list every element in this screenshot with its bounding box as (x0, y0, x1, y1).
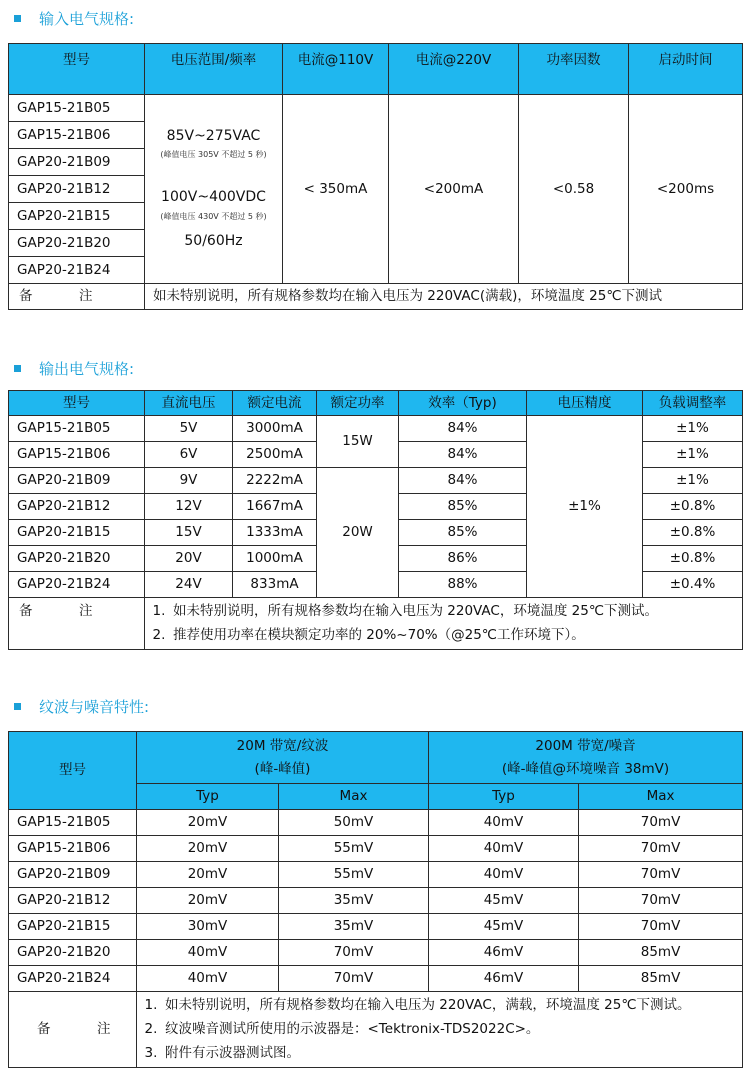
model-cell: GAP20-21B09 (9, 468, 145, 494)
subheader-cell: Typ (137, 784, 279, 810)
model-cell: GAP20-21B09 (9, 862, 137, 888)
model-cell: GAP20-21B12 (9, 494, 145, 520)
noise-max-cell: 70mV (579, 836, 743, 862)
output-spec-table (8, 390, 743, 650)
voltage-cell: 6V (145, 442, 233, 468)
remark-label-2: 注 (79, 603, 93, 619)
voltage-cell: 24V (145, 572, 233, 598)
startup-time-cell: <200ms (629, 95, 743, 284)
noise-typ-cell: 45mV (429, 888, 579, 914)
header-cell: 额定电流 (233, 391, 317, 416)
remark-row (9, 284, 743, 310)
noise-typ-cell: 46mV (429, 966, 579, 992)
note-number: 3. (144, 1045, 158, 1062)
note-text: 如未特别说明，所有规格参数均在输入电压为 220VAC，环境温度 25℃下测试。 (173, 603, 658, 620)
header-cell: 电压范围/频率 (145, 44, 283, 95)
remark-row (9, 598, 743, 650)
output-header-row (9, 391, 743, 416)
header-cell: 额定功率 (317, 391, 399, 416)
efficiency-cell: 88% (399, 572, 527, 598)
bullet-square-icon (14, 365, 21, 372)
group2-line2: (峰-峰值@环境噪音 38mV) (501, 760, 670, 777)
model-cell: GAP20-21B15 (9, 520, 145, 546)
current-cell: 1000mA (233, 546, 317, 572)
regulation-cell: ±1% (643, 468, 743, 494)
subheader-cell: Typ (429, 784, 579, 810)
voltage-ac: 85V~275VAC (166, 127, 261, 144)
current-110-cell: < 350mA (283, 95, 389, 284)
model-cell: GAP15-21B06 (9, 442, 145, 468)
table-row (9, 416, 743, 442)
subheader-cell: Max (579, 784, 743, 810)
header-cell: 负载调整率 (643, 391, 743, 416)
table-row (9, 888, 743, 914)
header-cell: 启动时间 (629, 44, 743, 95)
output-title-text: 输出电气规格: (39, 359, 135, 378)
note-line (145, 600, 742, 624)
current-220-cell: <200mA (389, 95, 519, 284)
ripple-typ-cell: 20mV (137, 888, 279, 914)
peak-dc-note: (峰值电压 430V 不超过 5 秒) (160, 211, 267, 221)
noise-typ-cell: 45mV (429, 914, 579, 940)
header-cell: 电压精度 (527, 391, 643, 416)
voltage-range-cell (145, 95, 283, 284)
ripple-typ-cell: 40mV (137, 966, 279, 992)
ripple-max-cell: 55mV (279, 836, 429, 862)
bullet-square-icon (14, 15, 21, 22)
noise-typ-cell: 46mV (429, 940, 579, 966)
ripple-typ-cell: 30mV (137, 914, 279, 940)
ripple-max-cell: 50mV (279, 810, 429, 836)
note-text: 附件有示波器测试图。 (165, 1045, 300, 1062)
voltage-cell: 5V (145, 416, 233, 442)
header-cell: 型号 (9, 44, 145, 95)
noise-max-cell: 85mV (579, 966, 743, 992)
regulation-cell: ±1% (643, 442, 743, 468)
table-row (9, 95, 743, 122)
noise-typ-cell: 40mV (429, 836, 579, 862)
power-cell: 15W (317, 416, 399, 468)
ripple-group-header (137, 732, 429, 784)
efficiency-cell: 84% (399, 468, 527, 494)
ripple-header-row (9, 732, 743, 784)
noise-max-cell: 70mV (579, 888, 743, 914)
remark-label-2: 注 (97, 1021, 111, 1038)
note-number: 1. (144, 997, 158, 1014)
regulation-cell: ±0.4% (643, 572, 743, 598)
regulation-cell: ±0.8% (643, 546, 743, 572)
header-cell: 电流@220V (389, 44, 519, 95)
ripple-max-cell: 35mV (279, 888, 429, 914)
remark-label-cell (9, 992, 137, 1068)
remark-label-cell (9, 284, 145, 310)
noise-max-cell: 70mV (579, 810, 743, 836)
efficiency-cell: 84% (399, 416, 527, 442)
input-spec-table (8, 43, 743, 310)
ripple-spec-table (8, 731, 743, 1068)
noise-typ-cell: 40mV (429, 810, 579, 836)
header-cell: 直流电压 (145, 391, 233, 416)
note-line (137, 1018, 742, 1042)
ripple-max-cell: 70mV (279, 966, 429, 992)
noise-max-cell: 70mV (579, 914, 743, 940)
ripple-typ-cell: 20mV (137, 862, 279, 888)
voltage-cell: 20V (145, 546, 233, 572)
noise-typ-cell: 40mV (429, 862, 579, 888)
note-number: 2. (152, 627, 166, 644)
model-cell: GAP20-21B15 (9, 914, 137, 940)
table-row (9, 862, 743, 888)
regulation-cell: ±0.8% (643, 494, 743, 520)
table-row (9, 810, 743, 836)
table-row (9, 940, 743, 966)
note-line (137, 994, 742, 1018)
model-cell: GAP20-21B24 (9, 966, 137, 992)
input-header-row (9, 44, 743, 95)
voltage-cell: 12V (145, 494, 233, 520)
subheader-cell: Max (279, 784, 429, 810)
current-cell: 833mA (233, 572, 317, 598)
remark-row (9, 992, 743, 1068)
voltage-cell: 15V (145, 520, 233, 546)
frequency: 50/60Hz (184, 233, 243, 250)
remark-notes (137, 992, 743, 1068)
group1-line2: (峰-峰值) (254, 760, 311, 777)
group2-line1: 200M 带宽/噪音 (535, 738, 636, 755)
ripple-section-title (14, 696, 149, 716)
note-text: 如未特别说明，所有规格参数均在输入电压为 220VAC，满载，环境温度 25℃下测试。 (165, 997, 691, 1014)
ripple-max-cell: 35mV (279, 914, 429, 940)
remark-label-1: 备 (19, 288, 33, 305)
efficiency-cell: 85% (399, 494, 527, 520)
note-text: 纹波噪音测试所使用的示波器是：<Tektronix-TDS2022C>。 (165, 1021, 540, 1038)
model-cell: GAP20-21B24 (9, 257, 145, 284)
current-cell: 2222mA (233, 468, 317, 494)
ripple-title-text: 纹波与噪音特性: (39, 697, 150, 716)
output-section-title (14, 358, 134, 378)
model-cell: GAP20-21B09 (9, 149, 145, 176)
efficiency-cell: 84% (399, 442, 527, 468)
ripple-typ-cell: 20mV (137, 810, 279, 836)
ripple-max-cell: 70mV (279, 940, 429, 966)
ripple-typ-cell: 20mV (137, 836, 279, 862)
model-cell: GAP20-21B12 (9, 888, 137, 914)
model-cell: GAP20-21B20 (9, 230, 145, 257)
header-cell: 型号 (9, 732, 137, 810)
remark-text: 如未特别说明，所有规格参数均在输入电压为 220VAC(满载)，环境温度 25℃下测试 (145, 284, 743, 310)
model-cell: GAP15-21B05 (9, 810, 137, 836)
model-cell: GAP20-21B24 (9, 572, 145, 598)
remark-label-cell (9, 598, 145, 650)
ripple-max-cell: 55mV (279, 862, 429, 888)
regulation-cell: ±1% (643, 416, 743, 442)
current-cell: 3000mA (233, 416, 317, 442)
model-cell: GAP20-21B20 (9, 940, 137, 966)
table-row (9, 966, 743, 992)
regulation-cell: ±0.8% (643, 520, 743, 546)
note-number: 1. (152, 603, 166, 620)
peak-ac-note: (峰值电压 305V 不超过 5 秒) (160, 149, 267, 159)
model-cell: GAP15-21B05 (9, 416, 145, 442)
note-number: 2. (144, 1021, 158, 1038)
model-cell: GAP15-21B05 (9, 95, 145, 122)
current-cell: 1333mA (233, 520, 317, 546)
power-cell: 20W (317, 468, 399, 598)
table-row (9, 914, 743, 940)
model-cell: GAP20-21B15 (9, 203, 145, 230)
header-cell: 电流@110V (283, 44, 389, 95)
voltage-cell: 9V (145, 468, 233, 494)
input-title-text: 输入电气规格: (39, 9, 135, 28)
remark-label-2: 注 (79, 288, 93, 305)
ripple-typ-cell: 40mV (137, 940, 279, 966)
remark-label-1: 备 (37, 1021, 51, 1038)
noise-max-cell: 70mV (579, 862, 743, 888)
bullet-square-icon (14, 703, 21, 710)
model-cell: GAP15-21B06 (9, 122, 145, 149)
current-cell: 1667mA (233, 494, 317, 520)
model-cell: GAP20-21B20 (9, 546, 145, 572)
power-factor-cell: <0.58 (519, 95, 629, 284)
header-cell: 效率（Typ) (399, 391, 527, 416)
current-cell: 2500mA (233, 442, 317, 468)
note-line (145, 624, 742, 648)
efficiency-cell: 86% (399, 546, 527, 572)
table-row (9, 836, 743, 862)
remark-notes (145, 598, 743, 650)
note-line (137, 1042, 742, 1066)
efficiency-cell: 85% (399, 520, 527, 546)
accuracy-cell: ±1% (527, 416, 643, 598)
note-text: 推荐使用功率在模块额定功率的 20%~70%（@25℃工作环境下）。 (173, 627, 585, 644)
noise-group-header (429, 732, 743, 784)
header-cell: 功率因数 (519, 44, 629, 95)
group1-line1: 20M 带宽/纹波 (236, 738, 329, 755)
remark-label-1: 备 (19, 603, 33, 619)
model-cell: GAP15-21B06 (9, 836, 137, 862)
noise-max-cell: 85mV (579, 940, 743, 966)
input-section-title (14, 8, 134, 28)
voltage-dc: 100V~400VDC (161, 189, 266, 206)
header-cell: 型号 (9, 391, 145, 416)
model-cell: GAP20-21B12 (9, 176, 145, 203)
